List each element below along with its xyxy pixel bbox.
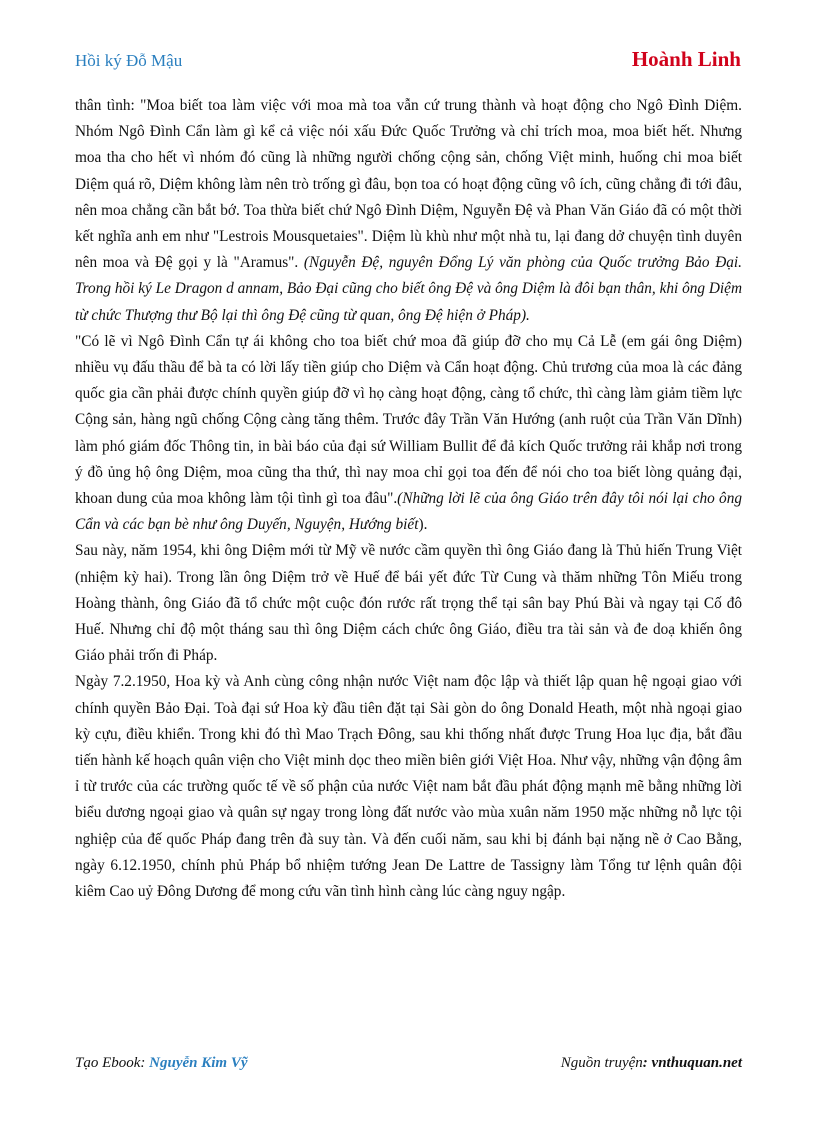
paragraph-2-text: "Có lẽ vì Ngô Đình Cẩn tự ái không cho toa biết chứ moa đã giúp đỡ cho mụ Cả Lễ (em gái ông Diệm) nhiều vụ đấu thầu để bà ta có lời lấy tiền giúp cho Diệm và Cẩn hoạt động. Chủ trương của moa là các đảng quốc gia cần phải được chính quyền giúp đỡ vì họ càng hoạt động, càng tổ chức, thì càng làm giảm tiềm lực Cộng sản, hàng ngũ chống Cộng càng tăng thêm. Trước đây Trần Văn Hướng (anh ruột của Trần Văn Dĩnh) làm phó giám đốc Thông tin, in bài báo của đại sứ William Bullit để đả kích Quốc trưởng rải khắp nơi trong ý đồ ủng hộ ông Diệm, moa cũng tha thứ, thì nay moa chỉ gọi toa đến để nói cho toa biết lòng quảng đại, khoan dung của moa không làm tội tình gì toa đâu". <box>75 332 742 508</box>
paragraph-1-note: (Nguyễn Đệ, nguyên Đổng Lý văn phòng của Quốc trưởng Bảo Đại. Trong hồi ký Le Dragon d annam, Bảo Đại cũng cho biết ông Đệ và ông Diệm là đôi bạn thân, khi ông Diệm từ chức Thượng thư Bộ lại thì ông Đệ cũng từ quan, ông Đệ hiện ở Pháp). <box>75 254 742 324</box>
page-body <box>75 93 742 905</box>
ebook-creator-name: Nguyễn Kim Vỹ <box>149 1055 248 1071</box>
paragraph-2-note: (Những lời lẽ của ông Giáo trên đây tôi nói lại cho ông Cẩn và các bạn bè như ông Duyến, Nguyện, Hướng biết <box>75 490 742 534</box>
paragraph-4: Ngày 7.2.1950, Hoa kỳ và Anh cùng công nhận nước Việt nam độc lập và thiết lập quan hệ ngoại giao với chính quyền Bảo Đại. Toà đại sứ Hoa kỳ đầu tiên đặt tại Sài gòn do ông Donald Heath, một nhà ngoại giao kỳ cựu, điều khiển. Trong khi đó thì Mao Trạch Đông, sau khi thống nhất được Trung Hoa lục địa, bắt đầu tiến hành kế hoạch quân viện cho Việt minh dọc theo miền biên giới Việt Hoa. Như vậy, những vận động âm ỉ từ trước của các trường quốc tế về số phận của nước Việt nam bắt đầu phát động mạnh mẽ bằng những lời biểu dương ngoại giao và quân sự ngay trong lòng đất nước vào mùa xuân năm 1950 mặc những nỗ lực tội nghiệp của đế quốc Pháp đang trên đà suy tàn. Và đến cuối năm, sau khi bị đánh bại nặng nề ở Cao Bằng, ngày 6.12.1950, chính phủ Pháp bổ nhiệm tướng Jean De Lattre de Tassigny làm Tổng tư lệnh quân đội kiêm Cao uỷ Đông Dương để mong cứu vãn tình hình càng lúc càng nguy ngập. <box>75 673 742 901</box>
paragraph-2-end: ). <box>418 516 428 534</box>
source-label: Nguồn truyện <box>560 1055 643 1071</box>
ebook-credit <box>75 1055 248 1072</box>
author-name: Hoành Linh <box>631 47 741 71</box>
ebook-credit-label: Tạo Ebook <box>75 1055 141 1071</box>
book-title: Hồi ký Đỗ Mậu <box>75 51 183 70</box>
paragraph-2 <box>75 329 742 539</box>
source-sep: : <box>642 1055 652 1071</box>
paragraph-1 <box>75 93 742 329</box>
paragraph-3: Sau này, năm 1954, khi ông Diệm mới từ Mỹ về nước cầm quyền thì ông Giáo đang là Thủ hiến Trung Việt (nhiệm kỳ hai). Trong lần ông Diệm trở về Huế để bái yết đức Từ Cung và thăm những Tôn Miếu trong Hoàng thành, ông Giáo đã tổ chức một cuộc đón rước rất trọng thể tại sân bay Phú Bài và ngay tại Cố đô Huế. Nhưng chỉ độ một tháng sau thì ông Diệm cách chức ông Giáo, điều tra tài sản và đe doạ khiến ông Giáo phải trốn đi Pháp. <box>75 542 742 665</box>
ebook-credit-sep: : <box>140 1055 150 1071</box>
paragraph-1-text: thân tình: "Moa biết toa làm việc với moa mà toa vẫn cứ trung thành và hoạt động cho Ngô Đình Diệm. Nhóm Ngô Đình Cẩn làm gì kể cả việc nói xấu Đức Quốc Trưởng và chỉ trích moa, moa biết hết. Nhưng moa tha cho hết vì nhóm đó cũng là những người chống cộng sản, chống Việt minh, huống chi moa biết Diệm quá rõ, Diệm không làm nên trò trống gì đâu, bọn toa có hoạt động cũng vô ích, cũng chẳng đi tới đâu, nên moa chẳng cần bắt bớ. Toa thừa biết chứ Ngô Đình Diệm, Nguyễn Đệ và Phan Văn Giáo đã có một thời kết nghĩa anh em như "Lestrois Mousquetaies". Diệm lù khù như một nhà tu, lại đang dở chuyện tình duyên nên moa và Đệ gọi y là "Aramus". <box>75 97 742 272</box>
source-site: vnthuquan.net <box>651 1055 742 1071</box>
source-credit <box>561 1055 742 1072</box>
